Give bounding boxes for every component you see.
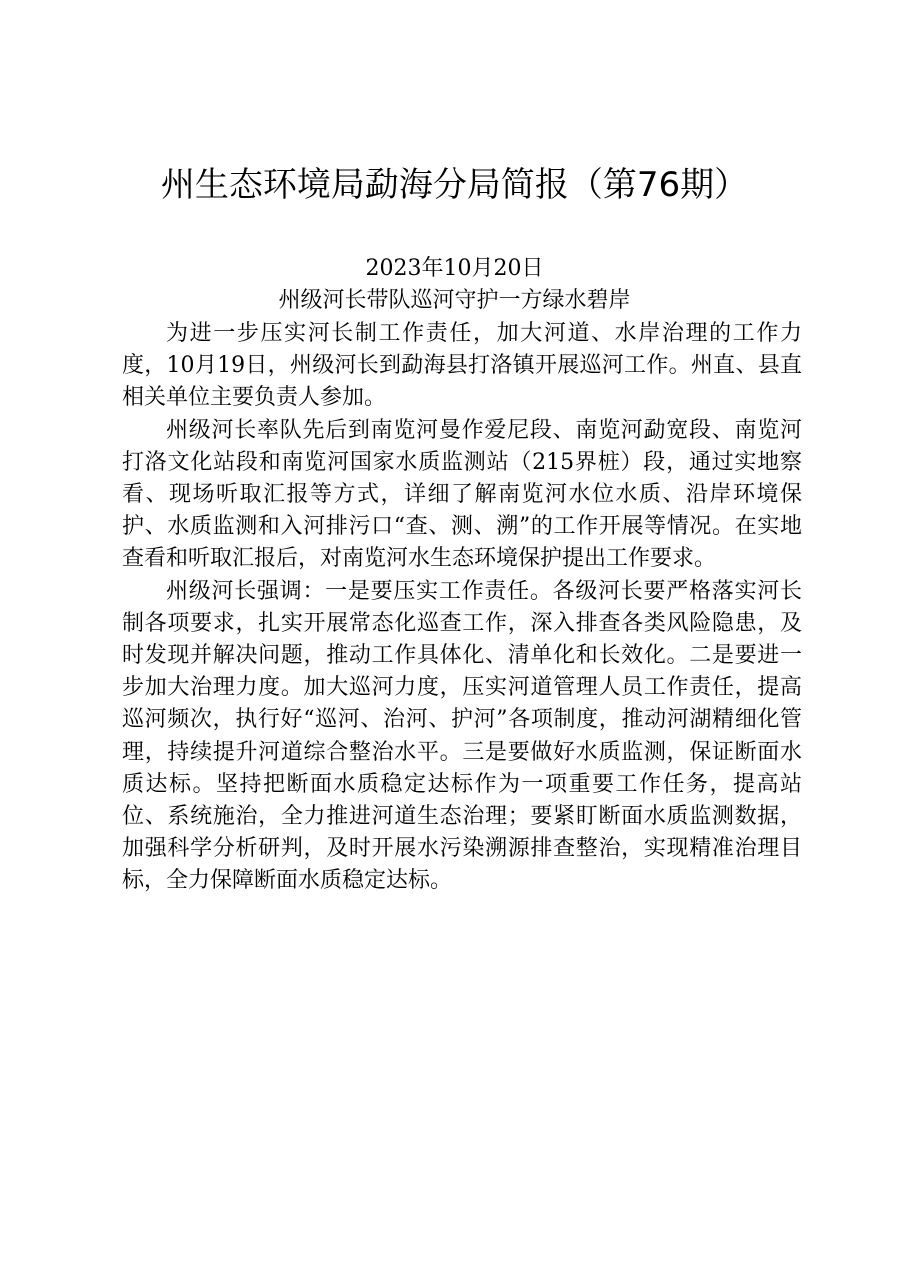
document-date: 2023年10月20日 [365,256,544,281]
paragraph-requirements: 州级河长强调：一是要压实工作责任。各级河长要严格落实河长制各项要求，扎实开展常态化巡查工作，深入排查各类风险隐患，及时发现并解决问题，推动工作具体化、清单化和长效化。二是要进一步加大治理力度。加大巡河力度，压实河道管理人员工作责任，提高巡河频次，执行好“巡河、治河、护河”各项制度，推动河湖精细化管理，持续提升河道综合整治水平。三是要做好水质监测，保证断面水质达标。坚持把断面水质稳定达标作为一项重要工作任务，提高站位、系统施治，全力推进河道生态治理；要紧盯断面水质监测数据，加强科学分析研判，及时开展水污染溯源排查整治，实现精准治理目标，全力保障断面水质稳定达标。 [122,578,802,894]
paragraph-intro: 为进一步压实河长制工作责任，加大河道、水岸治理的工作力度，10月19日，州级河长到勐海县打洛镇开展巡河工作。州直、县直相关单位主要负责人参加。 [122,321,802,411]
article-body [122,318,802,898]
document-title: 州生态环境局勐海分局简报（第76期） [160,165,749,205]
paragraph-inspection: 州级河长率队先后到南览河曼作爱尼段、南览河勐宽段、南览河打洛文化站段和南览河国家水质监测站（215界桩）段，通过实地察看、现场听取汇报等方式，详细了解南览河水位水质、沿岸环境保护、水质监测和入河排污口“查、测、溯”的工作开展等情况。在实地查看和听取汇报后，对南览河水生态环境保护提出工作要求。 [122,417,802,572]
article-headline: 州级河长带队巡河守护一方绿水碧岸 [278,288,631,313]
